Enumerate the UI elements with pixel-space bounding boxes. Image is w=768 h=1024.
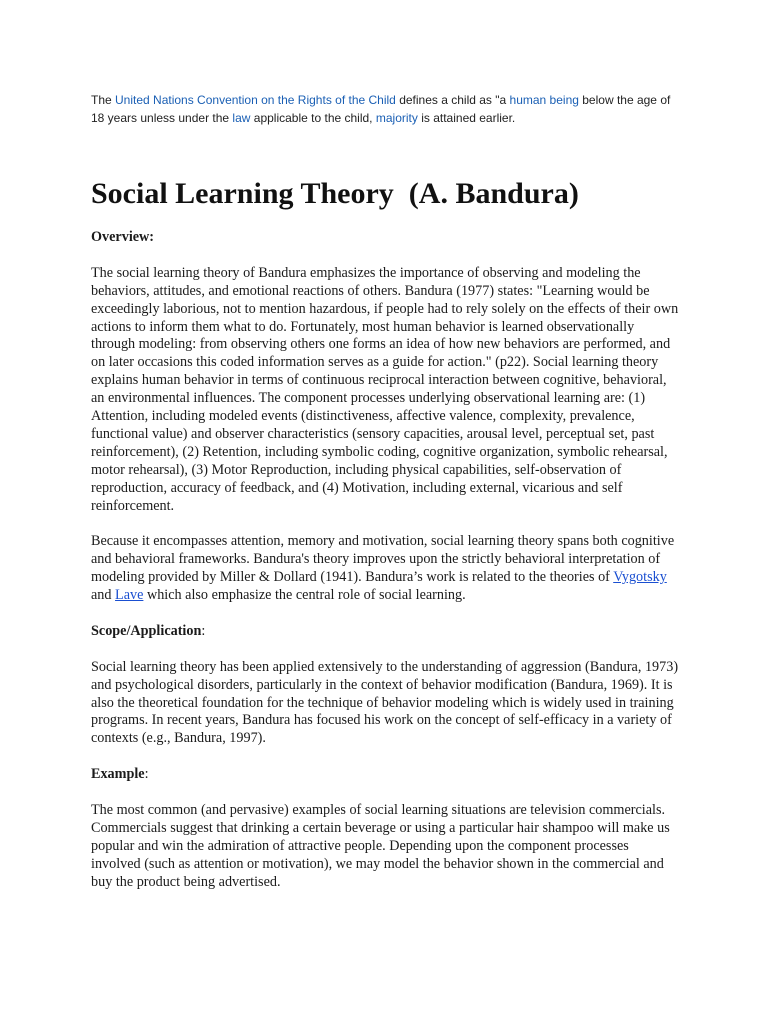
overview-paragraph-2 xyxy=(91,533,681,605)
overview-paragraph-1: The social learning theory of Bandura emphasizes the importance of observing and modeling the behaviors, attitudes, and emotional reactions of others. Bandura (1977) states: "Learning would be exceedingly laborious, not to mention hazardous, if people had to rely solely on the effects of their own actions to inform them what to do. Fortunately, most human behavior is learned observationally through modeling: from observing others one forms an idea of how new behaviors are performed, and on later occasions this coded information serves as a guide for action." (p22). Social learning theory explains human behavior in terms of continuous reciprocal interaction between cognitive, behavioral, an environmental influences. The component processes underlying observational learning are: (1) Attention, including modeled events (distinctiveness, affective valence, complexity, prevalence, functional value) and observer characteristics (sensory capacities, arousal level, perceptual set, past reinforcement), (2) Retention, including symbolic coding, cognitive organization, symbolic rehearsal, motor rehearsal), (3) Motor Reproduction, including physical capabilities, self-observation of reproduction, accuracy of feedback, and (4) Motivation, including external, vicarious and self reinforcement. xyxy=(91,264,679,514)
overview-p2-text-mid: and xyxy=(91,587,116,604)
scope-heading-line xyxy=(91,623,681,641)
intro-text-3: below the age of 18 years unless under the xyxy=(91,93,671,125)
vygotsky-link[interactable]: Vygotsky xyxy=(613,569,667,586)
example-heading: Example xyxy=(91,766,145,783)
article-body xyxy=(91,229,681,909)
intro-text-4: applicable to the child, xyxy=(250,110,376,125)
intro-text-5: is attained earlier. xyxy=(417,110,516,125)
example-heading-line xyxy=(91,766,681,784)
intro-paragraph xyxy=(91,92,681,127)
lave-link[interactable]: Lave xyxy=(115,587,144,604)
scope-paragraph: Social learning theory has been applied extensively to the understanding of aggression (Bandura, 1973) and psychological disorders, particularly in the context of behavior modification (Bandura, 1969). It is also the theoretical foundation for the technique of behavior modeling which is widely used in training programs. In recent years, Bandura has focused his work on the concept of self-efficacy in a variety of contexts (e.g., Bandura, 1997). xyxy=(91,658,679,747)
example-paragraph: The most common (and pervasive) examples of social learning situations are television commercials. Commercials suggest that drinking a certain beverage or using a particular hair shampoo will make us popular and win the admiration of attractive people. Depending upon the component processes involved (such as attention or motivation), we may model the behavior shown in the commercial and buy the product being advertised. xyxy=(91,801,670,890)
scope-heading: Scope/Application xyxy=(91,622,202,639)
overview-p2-text-start: Because it encompasses attention, memory and motivation, social learning theory spans both cognitive and behavioral frameworks. Bandura's theory improves upon the strictly behavioral interpretation of modeling provided by Miller & Dollard (1941). Bandura’s work is related to the theories of xyxy=(91,533,675,586)
example-heading-colon: : xyxy=(144,766,149,783)
majority-link[interactable]: majority xyxy=(375,110,418,125)
law-link[interactable]: law xyxy=(232,110,251,125)
intro-text-2: defines a child as "a xyxy=(395,93,510,107)
overview-heading: Overview: xyxy=(91,229,155,245)
scope-heading-colon: : xyxy=(201,622,206,639)
overview-p2-text-end: which also emphasize the central role of social learning. xyxy=(143,587,466,604)
uncrc-link[interactable]: United Nations Convention on the Rights of the Child xyxy=(115,93,396,107)
intro-text-1: The xyxy=(91,93,116,107)
page-title: Social Learning Theory (A. Bandura) xyxy=(91,177,579,210)
human-being-link[interactable]: human being xyxy=(509,93,579,107)
